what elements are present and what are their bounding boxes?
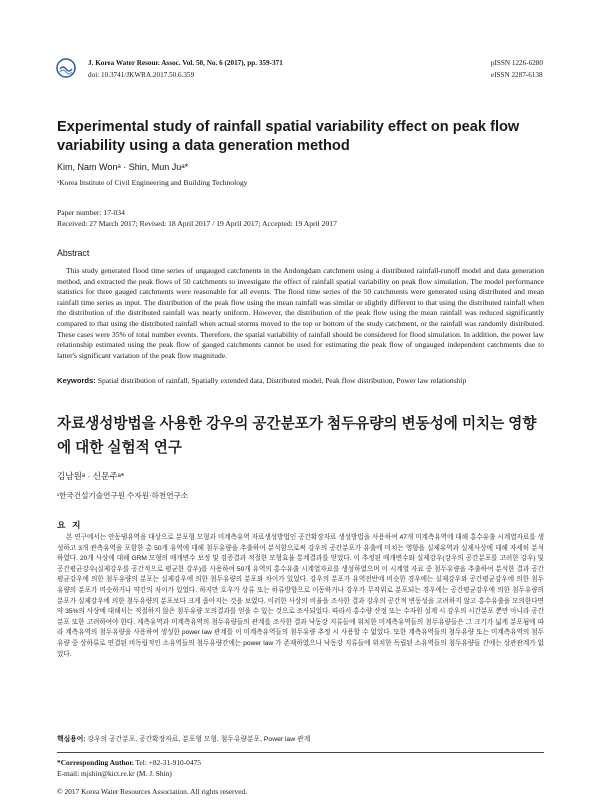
abstract-body: This study generated flood time series of ungauged catchments in the Andongdam catchment using a distributed rainfall-runoff model and data generation method, and extracted the peak flows of 50 catchments to investigate the effect of rainfall spatial variability on peak flow simulation. The model performance statistics for three gauged catchments were reasonable for all events. The flood time series of the 50 catchments were generated using distributed and mean rainfall time series as input. The distribution of the peak flow using the mean rainfall was similar or slightly different to that using the distributed rainfall when the distribution of the distributed rainfall was nearly uniform. However, the distribution of the peak flow using the mean rainfall was reduced significantly compared to that using the distributed rainfall when actual storms moved to the top or bottom of the study catchment, or the rainfall was randomly distributed. These cases were 35% of total number events. Therefore, the spatial variability of rainfall should be considered for flood simulation. In addition, the power law relationship estimated using the peak flow of gauged catchments cannot be used for estimating the peak flow of ungauged independent catchments due to latter's significant variation of the peak flow magnitude. — [57, 266, 544, 360]
corresponding-author — [57, 757, 201, 779]
pissn: pISSN 1226-6280 — [490, 59, 543, 67]
title-korean: 자료생성방법을 사용한 강우의 공간분포가 첨두유량의 변동성에 미치는 영향에 대한 실험적 연구 — [57, 416, 537, 456]
keywords-label: Keywords: — [57, 376, 96, 385]
corresponding-label: *Corresponding Author. — [57, 758, 134, 767]
keywords-korean — [57, 733, 544, 743]
authors-english: Kim, Nam Wonᵃ · Shin, Mun Juᵃ* — [57, 162, 189, 172]
keywords-english — [57, 376, 544, 387]
affiliation-english: ᵃKorea Institute of Civil Engineering and Building Technology — [57, 178, 248, 187]
abstract-heading: Abstract — [57, 248, 90, 258]
korean-abstract-body: 본 연구에서는 안동댐유역을 대상으로 분포형 모형과 미계측유역 자료생성방법인 공간확장자료 생성방법을 사용하여 47개 미계측유역에 대해 홍수유출 시계열자료를 생성하고 3개 관측유역을 포함한 총 50개 유역에 대해 첨두유량을 추출하여 분석함으로써 강우의 공간분포가 유출에 미치는 영향을 실제유역과 실제사상에 대해 자세히 분석하였다. 20개 사상에 대해 GRM 모형의 매개변수 보정 및 검증결과 적절한 모형효율 통계결과를 얻었다. 이 추정된 매개변수와 실제강우(강우의 공간분포를 고려한 강우) 및 공간평균강우(실제강우를 공간적으로 평균한 강우)를 사용하여 50개 유역의 홍수유출 시계열자료를 생성하였으며 이 시계열 자료 중 첨두유량을 추출하여 분석한 결과 공간평균강우에 의한 첨두유량의 분포는 실제강우에 의한 첨두유량의 분포와 차이가 있었다. 강우의 분포가 유역전반에 비슷한 경우에는 실제강우와 공간평균강우에 의한 첨두유량의 분포가 비슷하거나 약간의 차이가 있었다. 하지만 호우가 상류 또는 하류방향으로 이동하거나 강우가 무작위로 분포되는 경우에는 공간평균강우에 의한 첨두유량의 분포가 실제강우에 의한 첨두유량의 분포보다 크게 좁아지는 것을 보였다. 이러한 사상의 비율을 조사한 결과 강우의 공간적 변동성을 고려하지 않고 홍수유출을 모의한다면 약 35%의 사상에 대해서는 적절하지 않은 첨두유량 모의결과를 얻을 수 있는 것으로 조사되었다. 따라서 홍수량 산정 또는 수자원 설계 시 강우의 시간분포 뿐만 아니라 공간분포 또한 고려하여야 한다. 계측유역과 미계측유역의 첨두유량들의 관계를 조사한 결과 낙동강 지류들에 위치한 미계측유역들의 첨두유량들은 그 크기가 넓게 분포됨에 따라 계측유역의 첨두유량을 사용하여 생성한 power law 관계를 이 미계측유역들의 첨두유량 추정 시 사용할 수 없었다. 또한 계측유역들의 첨두유량 또는 미계측유역의 첨두유량 중 상하류로 연결된 비독립적인 소유역들의 첨두유량간에는 power law 가 존재하였으나 낙동강 지류들에 위치한 독립된 소유역들의 첨두유량들 간에는 상관관계가 없었다. — [57, 534, 544, 658]
footnote-divider — [57, 752, 544, 753]
paper-dates: Received: 27 March 2017; Revised: 18 April 2017 / 19 April 2017; Accepted: 19 April 2017 — [57, 219, 337, 228]
issn-block — [491, 57, 543, 81]
doi-link[interactable]: doi: 10.3741/JKWRA.2017.50.6.359 — [88, 71, 195, 79]
eissn: eISSN 2287-6138 — [490, 71, 543, 79]
journal-citation — [88, 57, 283, 81]
korean-keywords-list: 강우의 공간분포, 공간확장자료, 분포형 모형, 첨두유량분포, Power law 관계 — [87, 736, 311, 743]
journal-reference: J. Korea Water Resour. Assoc. Vol. 50, No. 6 (2017), pp. 359-371 — [88, 59, 283, 67]
korean-keywords-label: 핵심용어: — [57, 736, 86, 743]
journal-logo-icon — [56, 58, 76, 78]
title-english: Experimental study of rainfall spatial variability effect on peak flow variability using a data generation method — [57, 119, 520, 154]
keywords-list: Spatial distribution of rainfall, Spatially extended data, Distributed model, Peak flow distribution, Power law relationship — [97, 376, 467, 385]
corresponding-tel: Tel: +82-31-910-0475 — [135, 758, 201, 767]
paper-info — [57, 207, 337, 229]
authors-korean: 김남원ᵃ · 신문주ᵃ* — [57, 471, 125, 481]
korean-abstract-heading: 요 지 — [57, 520, 83, 530]
paper-number: Paper number: 17-034 — [57, 208, 125, 217]
copyright-notice: © 2017 Korea Water Resources Association. All rights reserved. — [57, 787, 248, 796]
affiliation-korean: ᵃ한국건설기술연구원 수자원·하천연구소 — [57, 491, 189, 500]
corresponding-email[interactable]: E-mail: mjshin@kict.re.kr (M. J. Shin) — [57, 769, 172, 778]
